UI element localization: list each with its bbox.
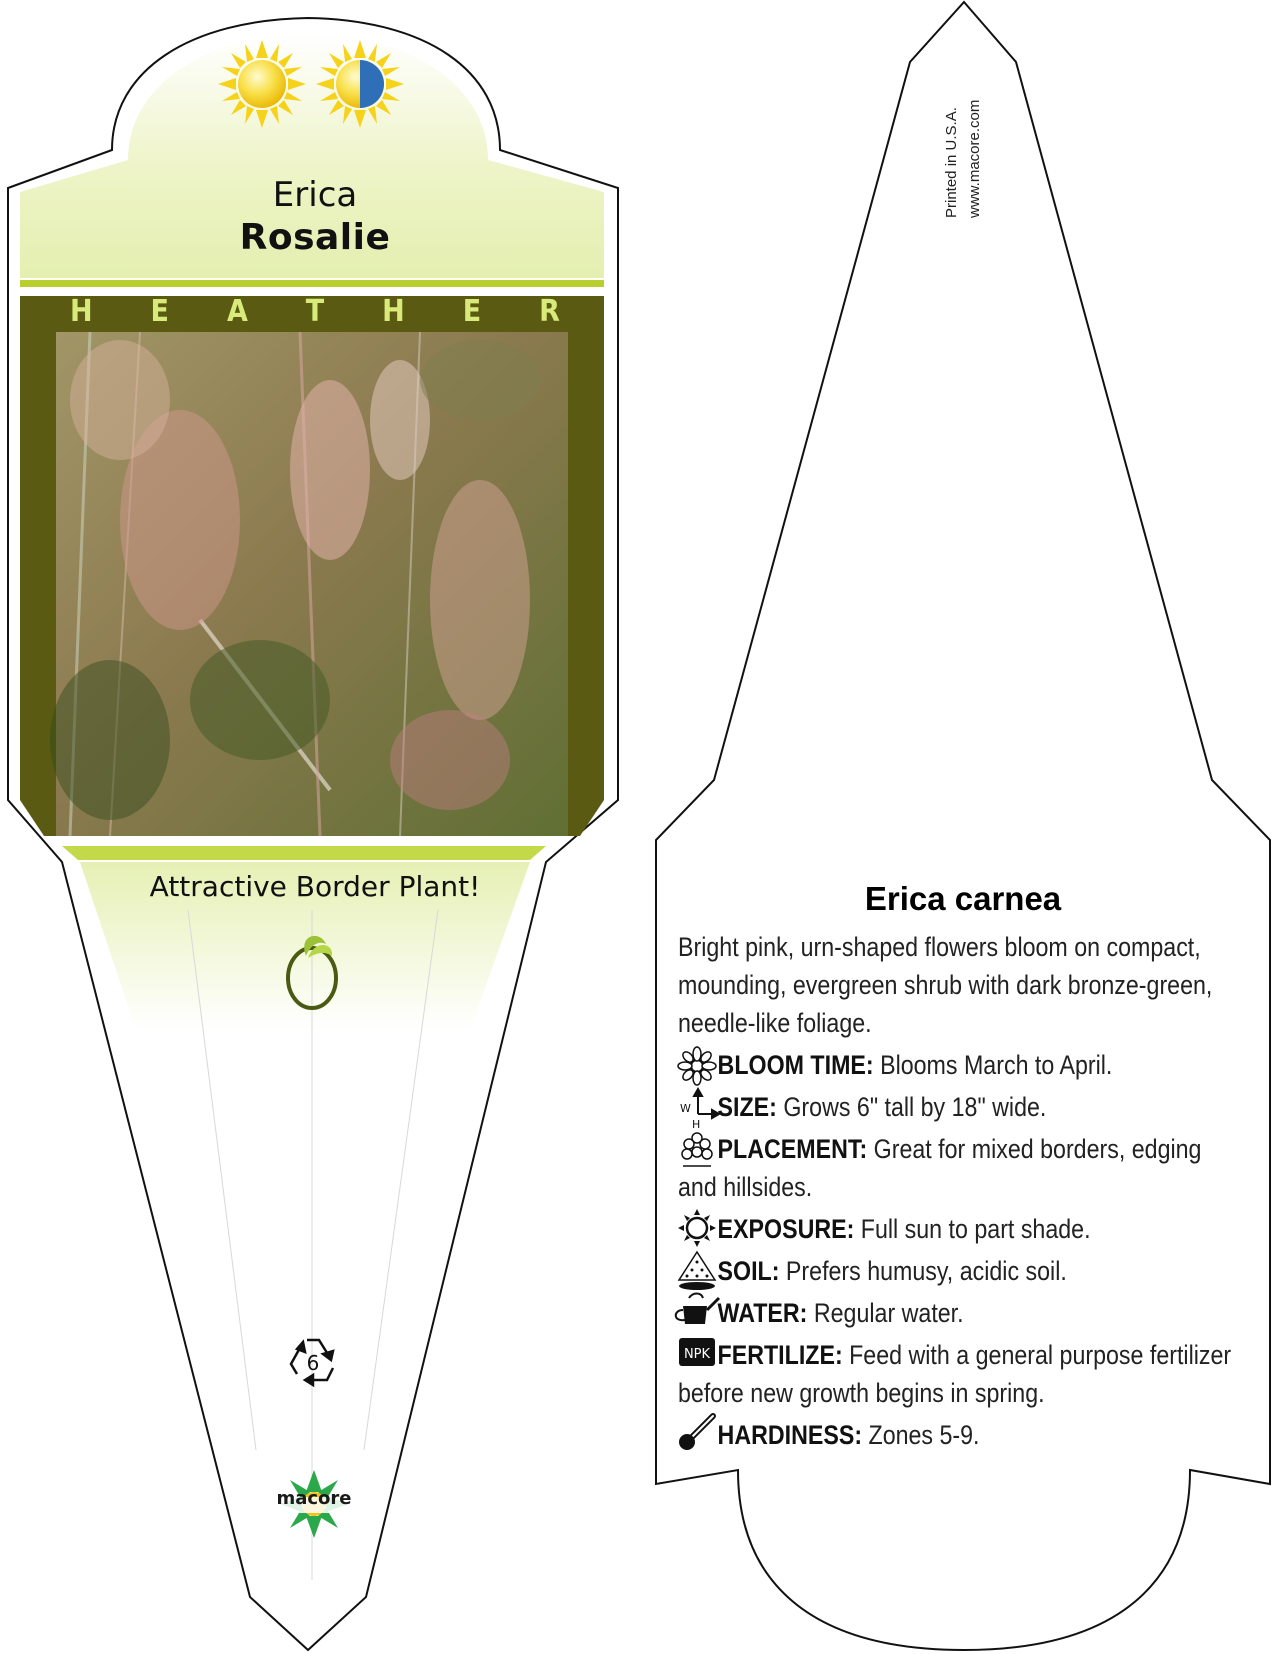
category-letter: E — [150, 294, 169, 329]
care-label: BLOOM TIME: — [717, 1050, 874, 1080]
printed-in: Printed in U.S.A. — [943, 107, 960, 218]
category-letter: A — [226, 294, 248, 329]
care-label: FERTILIZE: — [717, 1340, 843, 1370]
care-label: HARDINESS: — [717, 1420, 863, 1450]
plant-common-name: Erica — [272, 175, 358, 215]
care-hardiness — [678, 1416, 1246, 1454]
back-info-panel — [678, 880, 1248, 1454]
care-fertilize — [678, 1336, 1246, 1412]
care-text: Prefers humusy, acidic soil. — [779, 1256, 1067, 1286]
care-text: Zones 5-9. — [862, 1420, 980, 1450]
category-letter: T — [305, 294, 325, 329]
website-url: www.macore.com — [966, 99, 983, 218]
botanical-name: Erica carnea — [864, 880, 1062, 917]
printer-info — [940, 48, 1000, 218]
care-label: SOIL: — [717, 1256, 780, 1286]
care-label: SIZE: — [717, 1092, 777, 1122]
brand-name: macore — [276, 1488, 352, 1509]
care-text: Great for mixed borders, edging and hillsides. — [678, 1134, 1202, 1202]
category-letter: R — [539, 294, 560, 329]
svg-text:NPK: NPK — [683, 1347, 711, 1362]
category-letter: H — [382, 294, 405, 329]
part-shade-icon — [316, 40, 404, 128]
care-exposure — [678, 1210, 1246, 1248]
care-text: Regular water. — [807, 1298, 964, 1328]
plant-cultivar-name: Rosalie — [239, 217, 391, 258]
care-label: WATER: — [717, 1298, 808, 1328]
svg-text:H: H — [692, 1118, 701, 1131]
care-water — [678, 1294, 1246, 1332]
plant-description: Bright pink, urn-shaped flowers bloom on compact, mounding, evergreen shrub with dark bronze-green, needle-like foliage. — [678, 932, 1213, 1038]
care-text: Grows 6" tall by 18" wide. — [776, 1092, 1047, 1122]
care-bloom-time — [678, 1046, 1246, 1084]
plant-category-heading — [70, 294, 560, 329]
svg-text:W: W — [680, 1102, 691, 1115]
care-text: Full sun to part shade. — [854, 1214, 1091, 1244]
category-letter: H — [70, 294, 93, 329]
care-placement — [678, 1130, 1246, 1206]
care-label: PLACEMENT: — [717, 1134, 868, 1164]
plant-tagline: Attractive Border Plant! — [149, 870, 481, 903]
care-size — [678, 1088, 1246, 1126]
care-text: Feed with a general purpose fertilizer before new growth begins in spring. — [678, 1340, 1232, 1408]
care-soil — [678, 1252, 1246, 1290]
category-letter: E — [462, 294, 482, 329]
plant-photo-texture — [50, 332, 568, 836]
care-text: Blooms March to April. — [873, 1050, 1113, 1080]
care-label: EXPOSURE: — [717, 1214, 855, 1244]
full-sun-icon — [218, 40, 306, 128]
recycle-code: 6 — [306, 1351, 320, 1375]
